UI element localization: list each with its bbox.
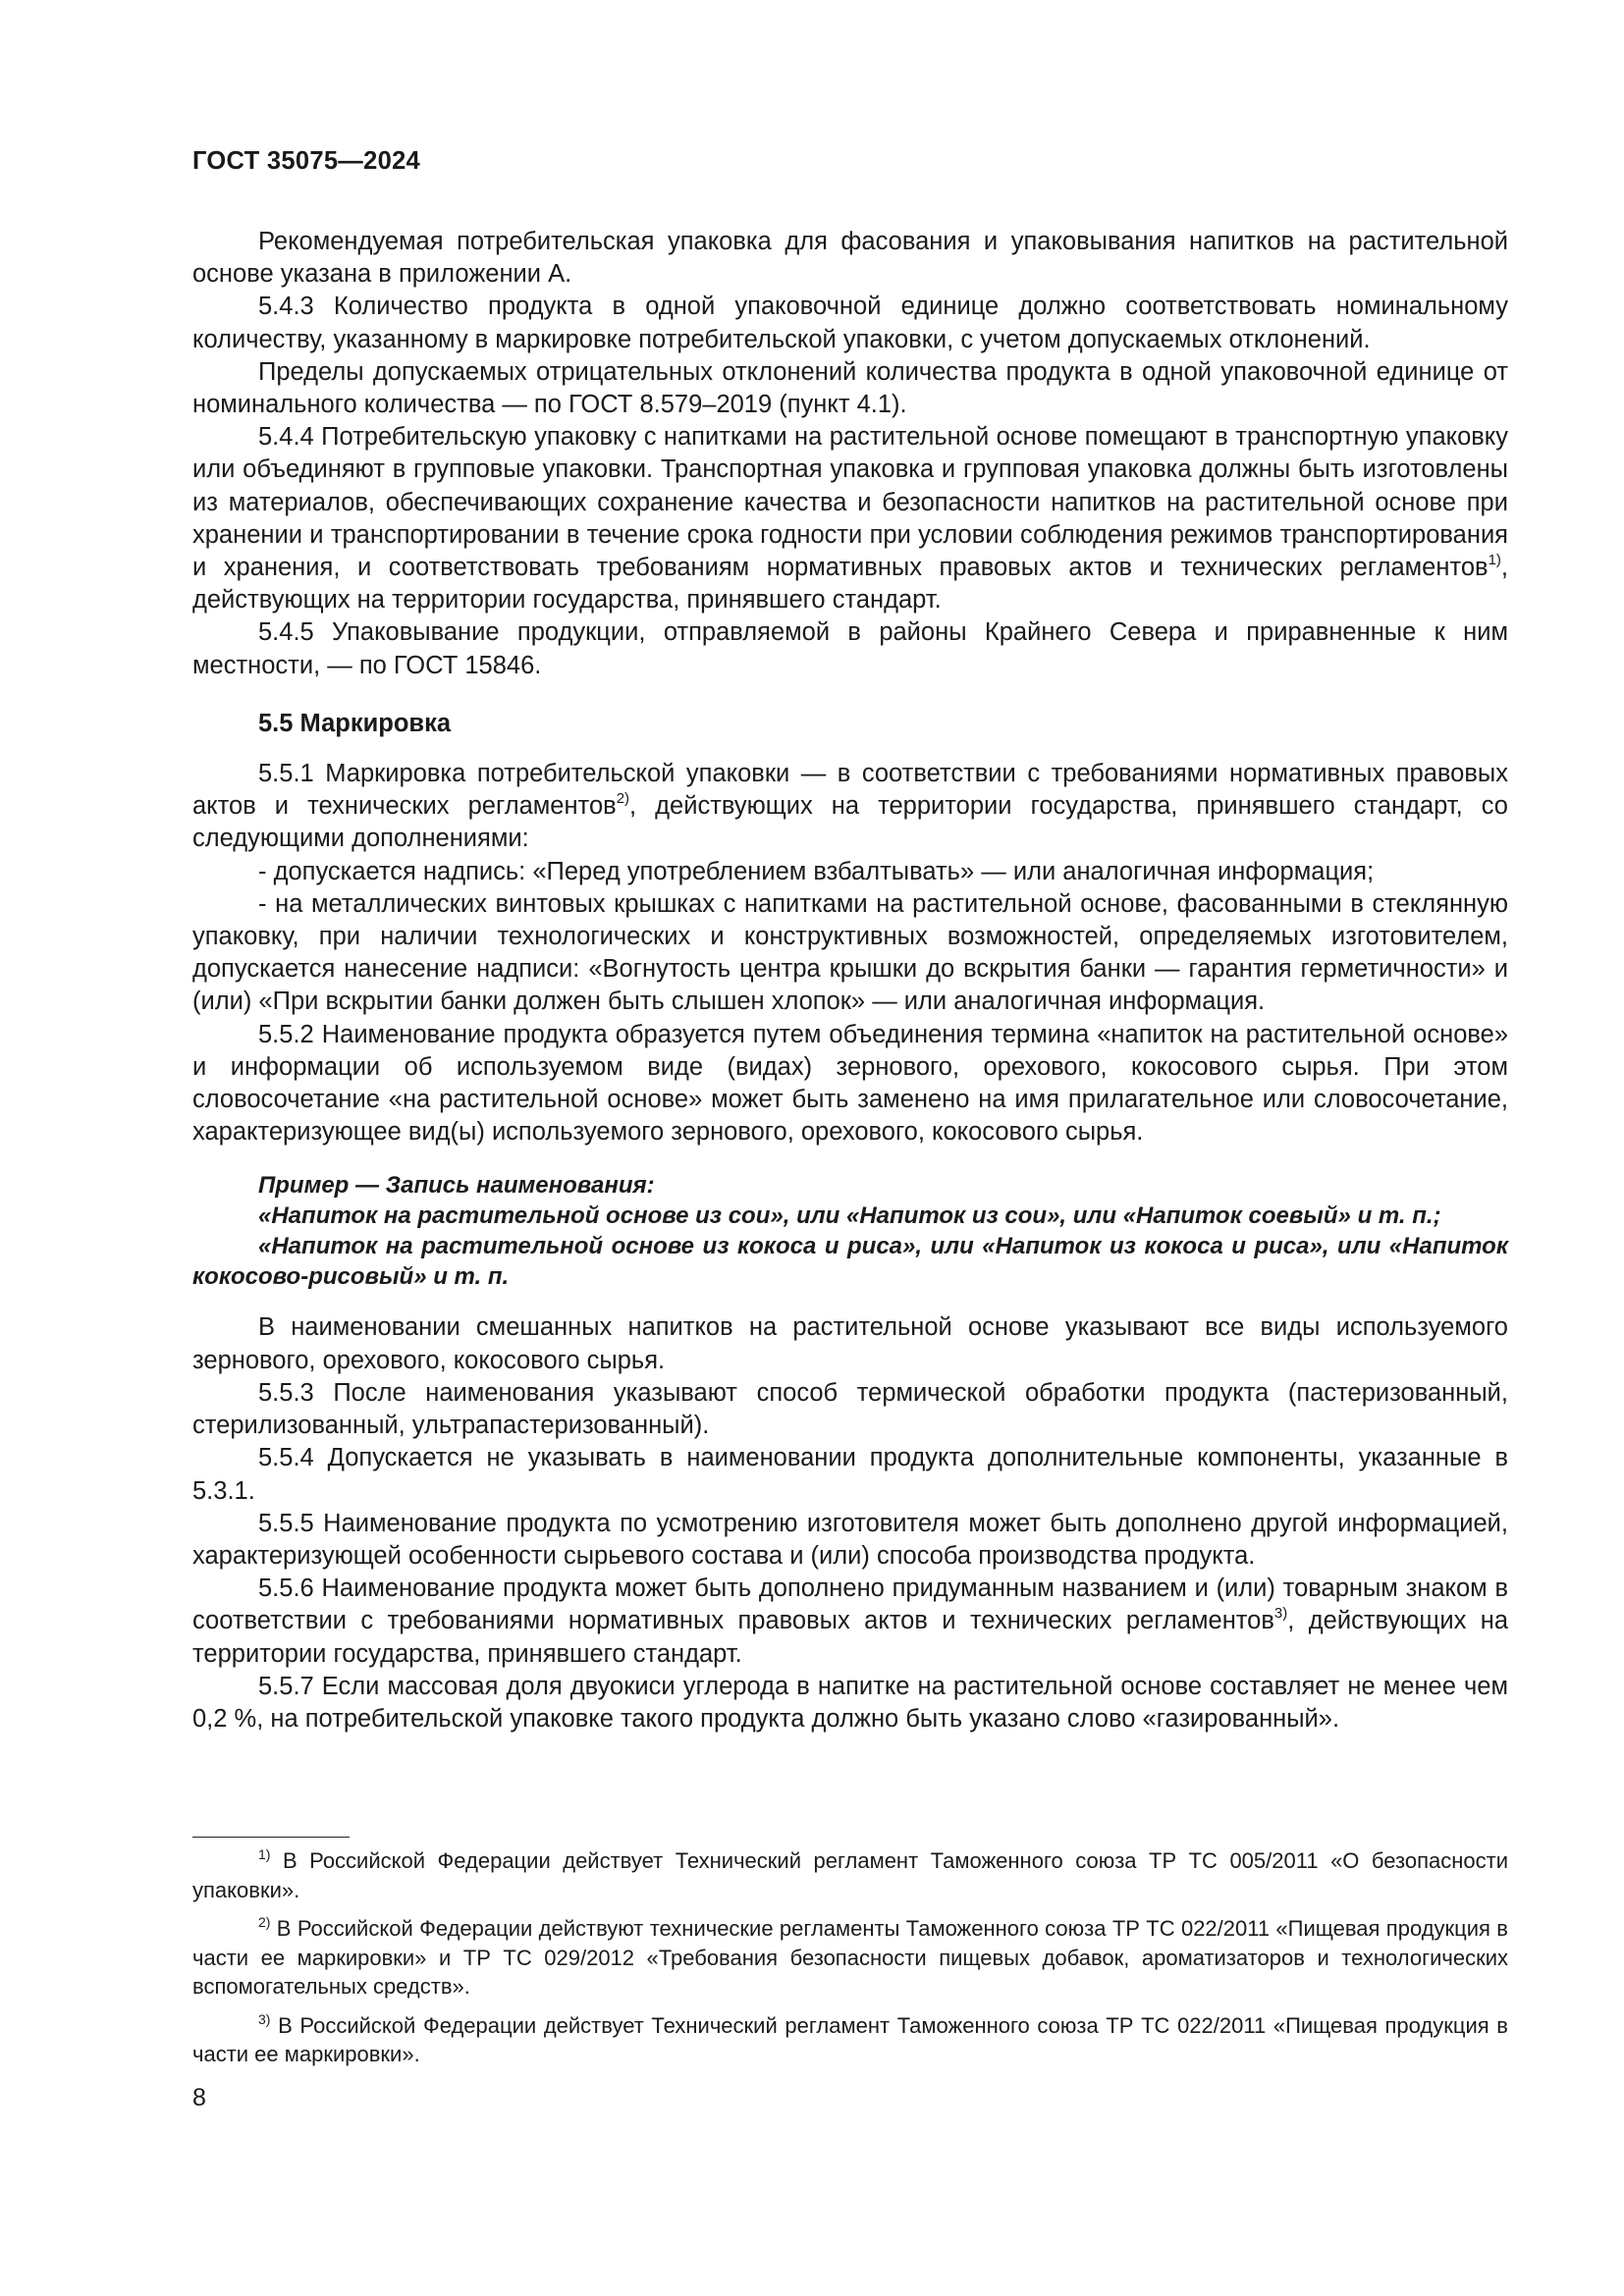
paragraph-5-5-4: 5.5.4 Допускается не указывать в наименовании продукта дополнительные компоненты, указанные в 5.3.1. [192,1444,1508,1505]
body-text [192,226,1508,1735]
paragraph-5-5-3: 5.5.3 После наименования указывают способ термической обработки продукта (пастеризованный, стерилизованный, ультрапастеризованный). [192,1378,1508,1440]
paragraph-text: , действующих на территории государства, принявшего стандарт, со следующими дополнениями: [192,792,1508,853]
footnote-divider [192,1837,350,1838]
paragraph-5-5-2: 5.5.2 Наименование продукта образуется путем объединения термина «напиток на растительной основе» и информации об используемом виде (видах) зернового, орехового, кокосового сырья. При этом словосочетание «на растительной основе» может быть заменено на имя прилагательное или словосочетание, характеризующее вид(ы) используемого зернового, орехового, кокосового сырья. [192,1020,1508,1147]
footnote-ref: 2) [616,790,630,808]
paragraph-5-4-3: 5.4.3 Количество продукта в одной упаковочной единице должно соответствовать номинальному количеству, указанному в маркировке потребительской упаковки, с учетом допускаемых отклонений. [192,293,1508,353]
footnote-1 [192,1846,1508,1904]
paragraph-5-4-4 [192,421,1508,616]
footnote-mark: 1) [258,1846,271,1862]
paragraph-5-5-7: 5.5.7 Если массовая доля двуокиси углерода в напитке на растительной основе составляет не менее чем 0,2 %, на потребительской упаковке такого продукта должно быть указано слово «газированный». [192,1672,1508,1733]
paragraph-text: , действующих на территории государства, принявшего стандарт. [192,1607,1509,1668]
footnote-ref: 3) [1273,1605,1288,1623]
footnote-text: В Российской Федерации действуют технические регламенты Таможенного союза ТР ТС 022/2011 «Пищевая продукция в части ее маркировки» и ТР ТС 029/2012 «Требования безопасности пищевых добавок, ароматизаторов и технологических вспомогательных средств». [192,1916,1508,1999]
example-line: «Напиток на растительной основе из кокоса и риса», или «Напиток из кокоса и риса», или «Напиток кокосово-рисовый» и т. п. [192,1233,1508,1291]
paragraph-5-5-5: 5.5.5 Наименование продукта по усмотрению изготовителя может быть дополнено другой информацией, характеризующей особенности сырьевого состава и (или) способа производства продукта. [192,1509,1508,1570]
paragraph-text: , действующих на территории государства, принявшего стандарт. [192,554,1508,614]
list-item: - допускается надпись: «Перед употреблением взбалтывать» — или аналогичная информация; [258,857,1375,885]
paragraph-5-5-1 [192,758,1508,856]
footnote-ref: 1) [1488,552,1501,569]
document-header: ГОСТ 35075—2024 [192,147,421,175]
footnote-mark: 3) [258,2010,271,2027]
footnote-text: В Российской Федерации действует Технический регламент Таможенного союза ТР ТС 022/2011 «Пищевая продукция в части ее маркировки». [192,2012,1508,2066]
paragraph-5-4-5: 5.4.5 Упаковывание продукции, отправляемой в районы Крайнего Севера и приравненные к ним местности, — по ГОСТ 15846. [192,618,1508,679]
section-heading: 5.5 Маркировка [258,709,452,737]
paragraph: Пределы допускаемых отрицательных отклонений количества продукта в одной упаковочной единице от номинального количества — по ГОСТ 8.579–2019 (пункт 4.1). [192,357,1508,419]
footnote-2 [192,1914,1508,2002]
example-line: «Напиток на растительной основе из сои», или «Напиток из сои», или «Напиток соевый» и т. п.; [258,1202,1441,1230]
paragraph-text: 5.5.6 Наименование продукта может быть дополнено придуманным названием и (или) товарным знаком в соответствии с требованиями нормативных правовых актов и технических регламентов [192,1575,1508,1635]
paragraph-text: 5.4.4 Потребительскую упаковку с напитками на растительной основе помещают в транспортную упаковку или объединяют в групповые упаковки. Транспортная упаковка и групповая упаковка должны быть изготовлены из материалов, обеспечивающих сохранение качества и безопасности напитков на растительной основе при хранении и транспортировании в течение срока годности при условии соблюдения режимов транспортирования и хранения, и соответствовать требованиям нормативных правовых актов и технических регламентов [192,423,1508,582]
paragraph-5-5-6 [192,1573,1508,1671]
footnote-3 [192,2011,1508,2069]
example-title: Пример — Запись наименования: [258,1172,655,1200]
footnote-mark: 2) [258,1914,271,1930]
footnotes [192,1846,1508,2079]
page-number: 8 [192,2084,206,2111]
paragraph-text: 5.5.1 Маркировка потребительской упаковки — в соответствии с требованиями нормативных правовых актов и технических регламентов [192,760,1508,821]
example-block [192,1170,1508,1292]
paragraph: Рекомендуемая потребительская упаковка для фасования и упаковывания напитков на растительной основе указана в приложении А. [192,228,1508,289]
footnote-text: В Российской Федерации действует Технический регламент Таможенного союза ТР ТС 005/2011 «О безопасности упаковки». [192,1848,1508,1902]
paragraph: В наименовании смешанных напитков на растительной основе указывают все виды используемого зернового, орехового, кокосового сырья. [192,1313,1508,1374]
list-item: - на металлических винтовых крышках с напитками на растительной основе, фасованными в стеклянную упаковку, при наличии технологических и конструктивных возможностей, определяемых изготовителем, допускается нанесение надписи: «Вогнутость центра крышки до вскрытия банки — гарантия герметичности» и (или) «При вскрытии банки должен быть слышен хлопок» — или аналогичная информация. [192,889,1508,1016]
